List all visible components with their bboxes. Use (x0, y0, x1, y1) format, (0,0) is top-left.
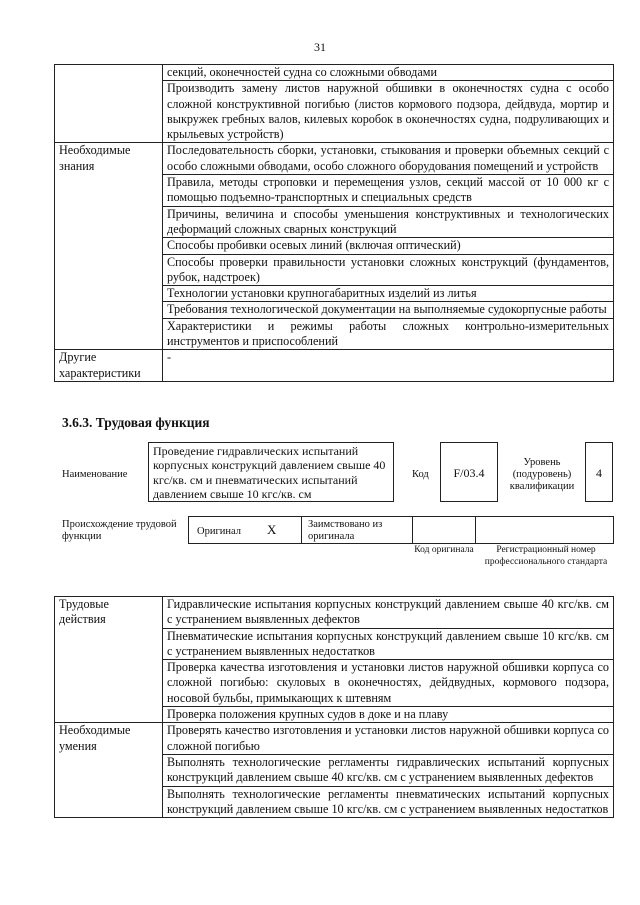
original-label: Оригинал (197, 526, 241, 537)
level-label: Уровень (подуровень) квалификации (509, 457, 575, 492)
table-row (55, 597, 614, 629)
row-label: Необходимые знания (55, 143, 163, 350)
code-value: F/03.4 (453, 466, 485, 480)
row-label: Трудовые действия (55, 597, 163, 723)
code-caption: Код оригинала (414, 545, 474, 555)
row-text: секций, оконечностей судна со сложными обводами (163, 65, 614, 81)
row-text: Правила, методы строповки и перемещения узлов, секций массой от 10 000 кг с помощью подъемно-транспортных и специальных средств (163, 175, 614, 207)
table-row (55, 143, 614, 175)
row-text: Способы пробивки осевых линий (включая оптический) (163, 238, 614, 254)
row-text: Проверка качества изготовления и установки листов наружной обшивки корпуса со сложной погибью: скуловых в оконечностях, дейдвудных, кормового подзора, носовой бульбы, примыкающих к штевням (163, 660, 614, 707)
code-label: Код (412, 469, 429, 480)
code-value-box (440, 442, 498, 502)
row-text: Причины, величина и способы уменьшения конструктивных и технологических деформаций сложных сварных конструкций (163, 206, 614, 238)
borrowed-box (301, 516, 413, 544)
level-value-box (585, 442, 613, 502)
row-text: Проверка положения крупных судов в доке и на плаву (163, 707, 614, 723)
row-text: Выполнять технологические регламенты пневматических испытаний корпусных конструкций давлением свыше 10 кгс/кв. см с устранением выявленных недостатков (163, 786, 614, 818)
original-mark: X (267, 522, 277, 537)
borrowed-label: Заимствовано из оригинала (308, 519, 383, 542)
reg-caption: Регистрационный номер профессионального стандарта (484, 545, 608, 567)
row-text: Характеристики и режимы работы сложных контрольно-измерительных инструментов и приспособлений (163, 318, 614, 350)
table-row (55, 723, 614, 755)
original-box (188, 516, 302, 544)
table-row (55, 65, 614, 81)
row-text: Проверять качество изготовления и установки листов наружной обшивки корпуса со сложной погибью (163, 723, 614, 755)
origin-label: Происхождение трудовой функции (62, 519, 177, 542)
row-text: Гидравлические испытания корпусных конструкций давлением свыше 40 кгс/кв. см с устранением выявленных дефектов (163, 597, 614, 629)
row-text: Последовательность сборки, установки, стыкования и проверки объемных секций с особо сложными обводами, особо сложного оборудования помещений и устройств (163, 143, 614, 175)
table-row (55, 350, 614, 382)
section-heading: 3.6.3. Трудовая функция (62, 415, 210, 430)
row-text: Производить замену листов наружной обшивки в оконечностях судна с особо сложной конструктивной погибью (листов кормового подзора, дейдвуда, мортир и выкружек гребных валов, килевых коробок в оконечностях судна, подруливающих и крыльевых устройств) (163, 81, 614, 143)
row-label: Другие характеристики (55, 350, 163, 382)
row-text: Требования технологической документации на выполняемые судокорпусные работы (163, 302, 614, 318)
original-code-box (412, 516, 476, 544)
row-text: Выполнять технологические регламенты гидравлических испытаний корпусных конструкций давлением свыше 40 кгс/кв. см с устранением выявленных дефектов (163, 754, 614, 786)
page-number: 31 (314, 40, 326, 54)
row-text: Пневматические испытания корпусных конструкций давлением свыше 10 кгс/кв. см с устранением выявленных недостатков (163, 628, 614, 660)
name-label: Наименование (62, 469, 128, 480)
row-text: Технологии установки крупногабаритных изделий из литья (163, 286, 614, 302)
row-text: Способы проверки правильности установки сложных конструкций (фундаментов, рубок, надстроек) (163, 254, 614, 286)
function-name: Проведение гидравлических испытаний корпусных конструкций давлением свыше 40 кгс/кв. см и пневматических испытаний давлением свыше 10 кгс/кв. см (153, 444, 386, 501)
function-name-box (148, 442, 394, 502)
knowledge-table (54, 64, 614, 382)
reg-number-box (475, 516, 614, 544)
row-text: - (163, 350, 614, 382)
level-value: 4 (596, 466, 602, 480)
row-label (55, 65, 163, 143)
row-label: Необходимые умения (55, 723, 163, 818)
actions-table (54, 596, 614, 818)
